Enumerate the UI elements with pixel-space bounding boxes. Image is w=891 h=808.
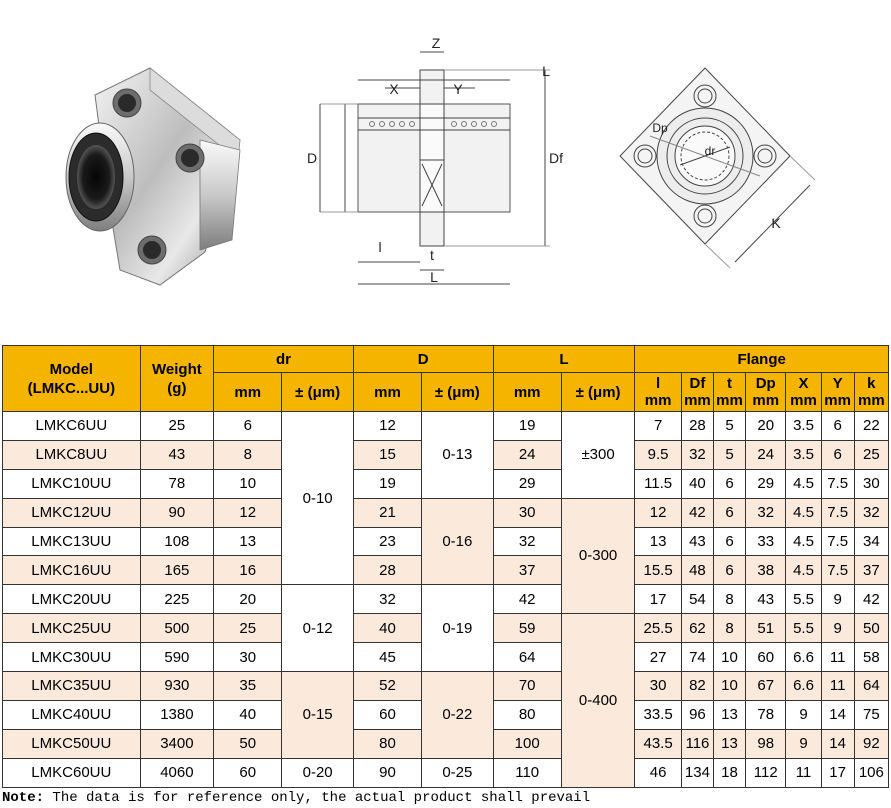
cell-L-tolerance: 0-300 [561, 498, 635, 614]
cell-D: 40 [353, 614, 421, 643]
cell-dr: 8 [214, 440, 282, 469]
cell-Df: 74 [681, 643, 713, 672]
cell-L: 29 [493, 469, 561, 498]
cell-l: 7 [635, 412, 682, 441]
table-row [3, 585, 889, 614]
cell-Df: 54 [681, 585, 713, 614]
table-row [3, 672, 889, 701]
label-l-upper: L [542, 63, 550, 79]
cell-t: 8 [713, 614, 745, 643]
cell-model: LMKC10UU [3, 469, 141, 498]
cell-X: 5.5 [786, 614, 821, 643]
header-model: Model (LMKC...UU) [3, 346, 141, 412]
cell-t: 13 [713, 700, 745, 729]
label-df: Df [549, 150, 563, 166]
cell-Y: 6 [821, 412, 854, 441]
cell-Df: 40 [681, 469, 713, 498]
cell-D: 12 [353, 412, 421, 441]
cell-X: 5.5 [786, 585, 821, 614]
cell-Y: 11 [821, 643, 854, 672]
table-row [3, 412, 889, 441]
cell-model: LMKC30UU [3, 643, 141, 672]
header-flange: Flange [635, 346, 889, 373]
cell-k: 50 [854, 614, 888, 643]
cell-k: 75 [854, 700, 888, 729]
side-view-drawing [320, 52, 550, 284]
cell-D: 23 [353, 527, 421, 556]
cell-dr-tolerance: 0-20 [282, 758, 353, 787]
cell-model: LMKC40UU [3, 700, 141, 729]
cell-dr: 10 [214, 469, 282, 498]
cell-t: 18 [713, 758, 745, 787]
cell-weight: 930 [140, 672, 213, 701]
cell-Dp: 24 [746, 440, 786, 469]
cell-Df: 62 [681, 614, 713, 643]
cell-k: 92 [854, 729, 888, 758]
cell-Dp: 38 [746, 556, 786, 585]
header-flange-y: Y mm [821, 373, 854, 412]
cell-Y: 7.5 [821, 556, 854, 585]
cell-Y: 9 [821, 614, 854, 643]
cell-X: 6.6 [786, 672, 821, 701]
specification-table [2, 345, 889, 788]
cell-t: 5 [713, 412, 745, 441]
cell-L: 42 [493, 585, 561, 614]
cell-D: 15 [353, 440, 421, 469]
cell-X: 3.5 [786, 440, 821, 469]
label-dr: dr [704, 144, 716, 158]
cell-Df: 32 [681, 440, 713, 469]
cell-k: 64 [854, 672, 888, 701]
cell-Y: 7.5 [821, 498, 854, 527]
cell-t: 6 [713, 469, 745, 498]
cell-X: 4.5 [786, 469, 821, 498]
table-body [3, 412, 889, 788]
cell-k: 37 [854, 556, 888, 585]
cell-Df: 43 [681, 527, 713, 556]
cell-l: 33.5 [635, 700, 682, 729]
cell-dr: 35 [214, 672, 282, 701]
label-l-bottom: L [430, 269, 438, 285]
label-t: t [430, 247, 434, 263]
cell-dr: 20 [214, 585, 282, 614]
cell-k: 25 [854, 440, 888, 469]
cell-Dp: 60 [746, 643, 786, 672]
cell-model: LMKC35UU [3, 672, 141, 701]
label-x: X [389, 81, 399, 97]
header-flange-t: t mm [713, 373, 745, 412]
cell-k: 106 [854, 758, 888, 787]
cell-weight: 590 [140, 643, 213, 672]
cell-model: LMKC25UU [3, 614, 141, 643]
cell-X: 11 [786, 758, 821, 787]
cell-k: 58 [854, 643, 888, 672]
cell-dr: 40 [214, 700, 282, 729]
cell-l: 27 [635, 643, 682, 672]
cell-weight: 3400 [140, 729, 213, 758]
cell-L: 64 [493, 643, 561, 672]
cell-Y: 9 [821, 585, 854, 614]
cell-D-tolerance: 0-16 [422, 498, 493, 585]
cell-weight: 165 [140, 556, 213, 585]
cell-dr-tolerance: 0-12 [282, 585, 353, 672]
header-L-mm: mm [493, 373, 561, 412]
header-L: L [493, 346, 635, 373]
cell-k: 22 [854, 412, 888, 441]
header-dr-mm: mm [214, 373, 282, 412]
cell-dr-tolerance: 0-15 [282, 672, 353, 759]
cell-L: 80 [493, 700, 561, 729]
table-header [3, 346, 889, 412]
cell-L: 100 [493, 729, 561, 758]
label-d: D [306, 150, 318, 166]
cell-k: 32 [854, 498, 888, 527]
cell-Dp: 98 [746, 729, 786, 758]
cell-dr: 16 [214, 556, 282, 585]
cell-D-tolerance: 0-25 [422, 758, 493, 787]
cell-L: 37 [493, 556, 561, 585]
note-text: The data is for reference only, the actual product shall prevail [44, 790, 591, 806]
cell-t: 5 [713, 440, 745, 469]
cell-Df: 48 [681, 556, 713, 585]
cell-Df: 82 [681, 672, 713, 701]
cell-Dp: 33 [746, 527, 786, 556]
cell-Dp: 67 [746, 672, 786, 701]
cell-Df: 96 [681, 700, 713, 729]
cell-L-tolerance: 0-400 [561, 614, 635, 787]
cell-D: 19 [353, 469, 421, 498]
cell-t: 8 [713, 585, 745, 614]
cell-D: 90 [353, 758, 421, 787]
cell-weight: 225 [140, 585, 213, 614]
cell-weight: 4060 [140, 758, 213, 787]
cell-weight: 1380 [140, 700, 213, 729]
header-flange-k: k mm [854, 373, 888, 412]
header-L-tol: ± (μm) [561, 373, 635, 412]
technical-drawing [0, 0, 891, 340]
cell-l: 43.5 [635, 729, 682, 758]
cell-dr: 12 [214, 498, 282, 527]
cell-t: 6 [713, 498, 745, 527]
cell-D: 32 [353, 585, 421, 614]
cell-X: 9 [786, 700, 821, 729]
cell-dr-tolerance: 0-10 [282, 412, 353, 585]
cell-Df: 116 [681, 729, 713, 758]
label-l-lower: l [378, 239, 382, 255]
cell-Y: 6 [821, 440, 854, 469]
cell-model: LMKC6UU [3, 412, 141, 441]
cell-L: 70 [493, 672, 561, 701]
cell-Dp: 51 [746, 614, 786, 643]
cell-t: 6 [713, 527, 745, 556]
cell-X: 4.5 [786, 498, 821, 527]
front-view-drawing [620, 68, 815, 268]
cell-Dp: 32 [746, 498, 786, 527]
cell-l: 9.5 [635, 440, 682, 469]
cell-D-tolerance: 0-13 [422, 412, 493, 499]
cell-t: 6 [713, 556, 745, 585]
bearing-photo [66, 68, 240, 285]
cell-weight: 25 [140, 412, 213, 441]
cell-L-tolerance: ±300 [561, 412, 635, 499]
cell-D: 52 [353, 672, 421, 701]
cell-weight: 500 [140, 614, 213, 643]
cell-k: 42 [854, 585, 888, 614]
cell-Df: 28 [681, 412, 713, 441]
cell-L: 110 [493, 758, 561, 787]
cell-Dp: 78 [746, 700, 786, 729]
cell-L: 59 [493, 614, 561, 643]
cell-Y: 11 [821, 672, 854, 701]
cell-X: 3.5 [786, 412, 821, 441]
cell-model: LMKC60UU [3, 758, 141, 787]
cell-l: 12 [635, 498, 682, 527]
cell-Df: 42 [681, 498, 713, 527]
cell-model: LMKC8UU [3, 440, 141, 469]
cell-weight: 90 [140, 498, 213, 527]
cell-L: 32 [493, 527, 561, 556]
cell-Y: 7.5 [821, 527, 854, 556]
cell-model: LMKC50UU [3, 729, 141, 758]
cell-D: 28 [353, 556, 421, 585]
cell-X: 4.5 [786, 527, 821, 556]
cell-k: 30 [854, 469, 888, 498]
cell-D-tolerance: 0-22 [422, 672, 493, 759]
cell-D: 21 [353, 498, 421, 527]
cell-t: 13 [713, 729, 745, 758]
cell-X: 4.5 [786, 556, 821, 585]
cell-Dp: 29 [746, 469, 786, 498]
label-k: K [771, 215, 781, 231]
cell-model: LMKC16UU [3, 556, 141, 585]
header-flange-l: l mm [635, 373, 682, 412]
cell-model: LMKC20UU [3, 585, 141, 614]
cell-dr: 6 [214, 412, 282, 441]
cell-D-tolerance: 0-19 [422, 585, 493, 672]
header-D-mm: mm [353, 373, 421, 412]
cell-dr: 50 [214, 729, 282, 758]
cell-l: 13 [635, 527, 682, 556]
table-row [3, 498, 889, 527]
cell-D: 60 [353, 700, 421, 729]
cell-Y: 7.5 [821, 469, 854, 498]
header-flange-dp: Dp mm [746, 373, 786, 412]
cell-l: 46 [635, 758, 682, 787]
cell-Y: 14 [821, 729, 854, 758]
cell-D: 45 [353, 643, 421, 672]
cell-weight: 43 [140, 440, 213, 469]
cell-t: 10 [713, 672, 745, 701]
header-D-tol: ± (μm) [422, 373, 493, 412]
table-row [3, 758, 889, 787]
cell-dr: 13 [214, 527, 282, 556]
cell-L: 19 [493, 412, 561, 441]
cell-dr: 60 [214, 758, 282, 787]
cell-weight: 78 [140, 469, 213, 498]
note-label: Note: [2, 790, 45, 806]
cell-dr: 25 [214, 614, 282, 643]
cell-dr: 30 [214, 643, 282, 672]
cell-Y: 14 [821, 700, 854, 729]
cell-X: 6.6 [786, 643, 821, 672]
label-y: Y [453, 81, 463, 97]
header-D: D [353, 346, 493, 373]
label-z: Z [431, 35, 441, 51]
cell-weight: 108 [140, 527, 213, 556]
cell-model: LMKC13UU [3, 527, 141, 556]
cell-Y: 17 [821, 758, 854, 787]
cell-l: 15.5 [635, 556, 682, 585]
cell-l: 30 [635, 672, 682, 701]
header-flange-x: X mm [786, 373, 821, 412]
header-weight: Weight (g) [140, 346, 213, 412]
label-dp: Dp [652, 121, 668, 135]
cell-Dp: 20 [746, 412, 786, 441]
cell-l: 25.5 [635, 614, 682, 643]
cell-l: 11.5 [635, 469, 682, 498]
cell-Df: 134 [681, 758, 713, 787]
cell-L: 24 [493, 440, 561, 469]
cell-k: 34 [854, 527, 888, 556]
cell-Dp: 43 [746, 585, 786, 614]
cell-D: 80 [353, 729, 421, 758]
footnote [2, 789, 590, 807]
cell-t: 10 [713, 643, 745, 672]
cell-Dp: 112 [746, 758, 786, 787]
cell-X: 9 [786, 729, 821, 758]
cell-L: 30 [493, 498, 561, 527]
cell-model: LMKC12UU [3, 498, 141, 527]
header-flange-df: Df mm [681, 373, 713, 412]
cell-l: 17 [635, 585, 682, 614]
header-dr-tol: ± (μm) [282, 373, 353, 412]
header-dr: dr [214, 346, 354, 373]
